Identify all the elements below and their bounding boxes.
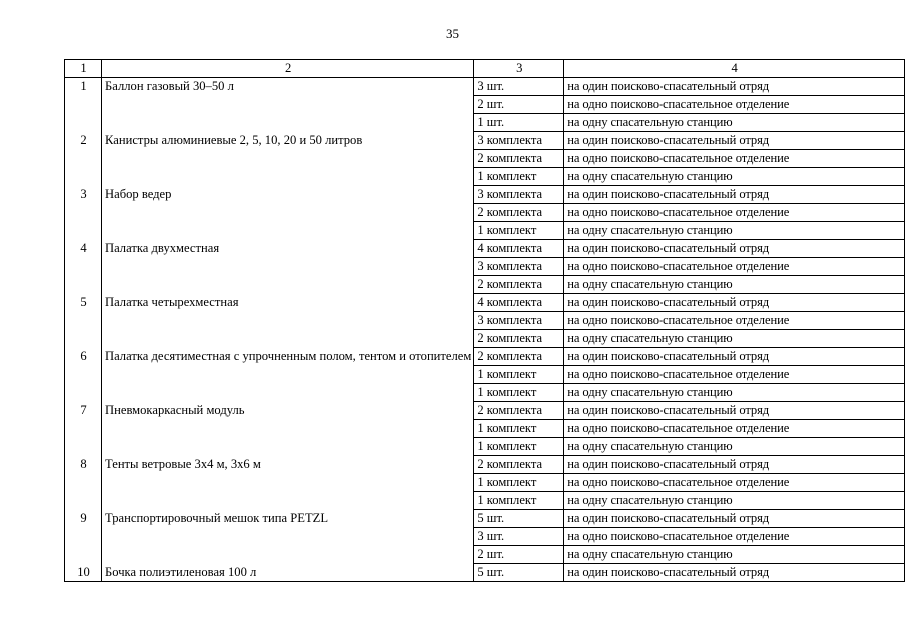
item-unit: на одну спасательную станцию [564,114,905,132]
item-quantity: 2 комплекта [474,348,564,366]
table-row [65,564,905,582]
item-quantity: 2 комплекта [474,330,564,348]
table-row [65,456,905,474]
table-row [65,402,905,420]
item-quantity: 2 комплекта [474,204,564,222]
item-unit: на один поисково-спасательный отряд [564,510,905,528]
table-row [65,510,905,528]
item-name: Канистры алюминиевые 2, 5, 10, 20 и 50 литров [102,132,474,186]
column-header: 1 [65,60,102,78]
item-quantity: 1 комплект [474,222,564,240]
item-quantity: 1 комплект [474,384,564,402]
item-unit: на одну спасательную станцию [564,546,905,564]
item-quantity: 1 комплект [474,366,564,384]
row-number: 5 [65,294,102,348]
column-header: 2 [102,60,474,78]
item-quantity: 1 комплект [474,474,564,492]
item-unit: на одно поисково-спасательное отделение [564,150,905,168]
item-quantity: 2 шт. [474,96,564,114]
item-unit: на одно поисково-спасательное отделение [564,366,905,384]
item-unit: на одно поисково-спасательное отделение [564,528,905,546]
item-unit: на одну спасательную станцию [564,384,905,402]
item-unit: на один поисково-спасательный отряд [564,294,905,312]
row-number: 3 [65,186,102,240]
item-unit: на одну спасательную станцию [564,276,905,294]
item-name: Бочка полиэтиленовая 100 л [102,564,474,582]
item-unit: на одну спасательную станцию [564,438,905,456]
item-name: Транспортировочный мешок типа PETZL [102,510,474,564]
item-unit: на один поисково-спасательный отряд [564,456,905,474]
row-number: 7 [65,402,102,456]
item-quantity: 2 комплекта [474,456,564,474]
equipment-table [64,59,905,582]
item-name: Тенты ветровые 3х4 м, 3х6 м [102,456,474,510]
table-row [65,132,905,150]
item-quantity: 3 комплекта [474,186,564,204]
item-quantity: 1 комплект [474,168,564,186]
item-unit: на одну спасательную станцию [564,330,905,348]
item-quantity: 2 комплекта [474,276,564,294]
table-row [65,186,905,204]
item-name: Пневмокаркасный модуль [102,402,474,456]
item-quantity: 3 шт. [474,78,564,96]
item-unit: на одно поисково-спасательное отделение [564,204,905,222]
item-unit: на одну спасательную станцию [564,222,905,240]
table-row [65,78,905,96]
table-header-row [65,60,905,78]
item-quantity: 3 шт. [474,528,564,546]
table-row [65,348,905,366]
item-quantity: 5 шт. [474,510,564,528]
item-name: Баллон газовый 30–50 л [102,78,474,132]
item-unit: на одно поисково-спасательное отделение [564,474,905,492]
item-quantity: 1 комплект [474,438,564,456]
item-name: Набор ведер [102,186,474,240]
item-unit: на одно поисково-спасательное отделение [564,420,905,438]
item-quantity: 2 комплекта [474,150,564,168]
item-name: Палатка двухместная [102,240,474,294]
page-number: 35 [446,26,459,41]
item-quantity: 2 шт. [474,546,564,564]
item-quantity: 1 шт. [474,114,564,132]
item-unit: на один поисково-спасательный отряд [564,564,905,582]
table-row [65,240,905,258]
row-number: 4 [65,240,102,294]
item-unit: на один поисково-спасательный отряд [564,348,905,366]
table-row [65,294,905,312]
item-quantity: 1 комплект [474,492,564,510]
item-quantity: 4 комплекта [474,294,564,312]
item-unit: на один поисково-спасательный отряд [564,186,905,204]
item-quantity: 5 шт. [474,564,564,582]
item-quantity: 3 комплекта [474,132,564,150]
row-number: 8 [65,456,102,510]
item-unit: на одну спасательную станцию [564,168,905,186]
item-unit: на один поисково-спасательный отряд [564,78,905,96]
item-quantity: 1 комплект [474,420,564,438]
row-number: 6 [65,348,102,402]
row-number: 1 [65,78,102,132]
item-unit: на один поисково-спасательный отряд [564,402,905,420]
item-unit: на одно поисково-спасательное отделение [564,312,905,330]
item-name: Палатка десятиместная с упрочненным полом, тентом и отопителем [102,348,474,402]
item-quantity: 2 комплекта [474,402,564,420]
row-number: 10 [65,564,102,582]
item-unit: на один поисково-спасательный отряд [564,240,905,258]
row-number: 9 [65,510,102,564]
item-unit: на один поисково-спасательный отряд [564,132,905,150]
column-header: 3 [474,60,564,78]
item-name: Палатка четырехместная [102,294,474,348]
item-unit: на одно поисково-спасательное отделение [564,96,905,114]
column-header: 4 [564,60,905,78]
item-unit: на одну спасательную станцию [564,492,905,510]
item-quantity: 3 комплекта [474,312,564,330]
item-quantity: 4 комплекта [474,240,564,258]
item-unit: на одно поисково-спасательное отделение [564,258,905,276]
row-number: 2 [65,132,102,186]
item-quantity: 3 комплекта [474,258,564,276]
